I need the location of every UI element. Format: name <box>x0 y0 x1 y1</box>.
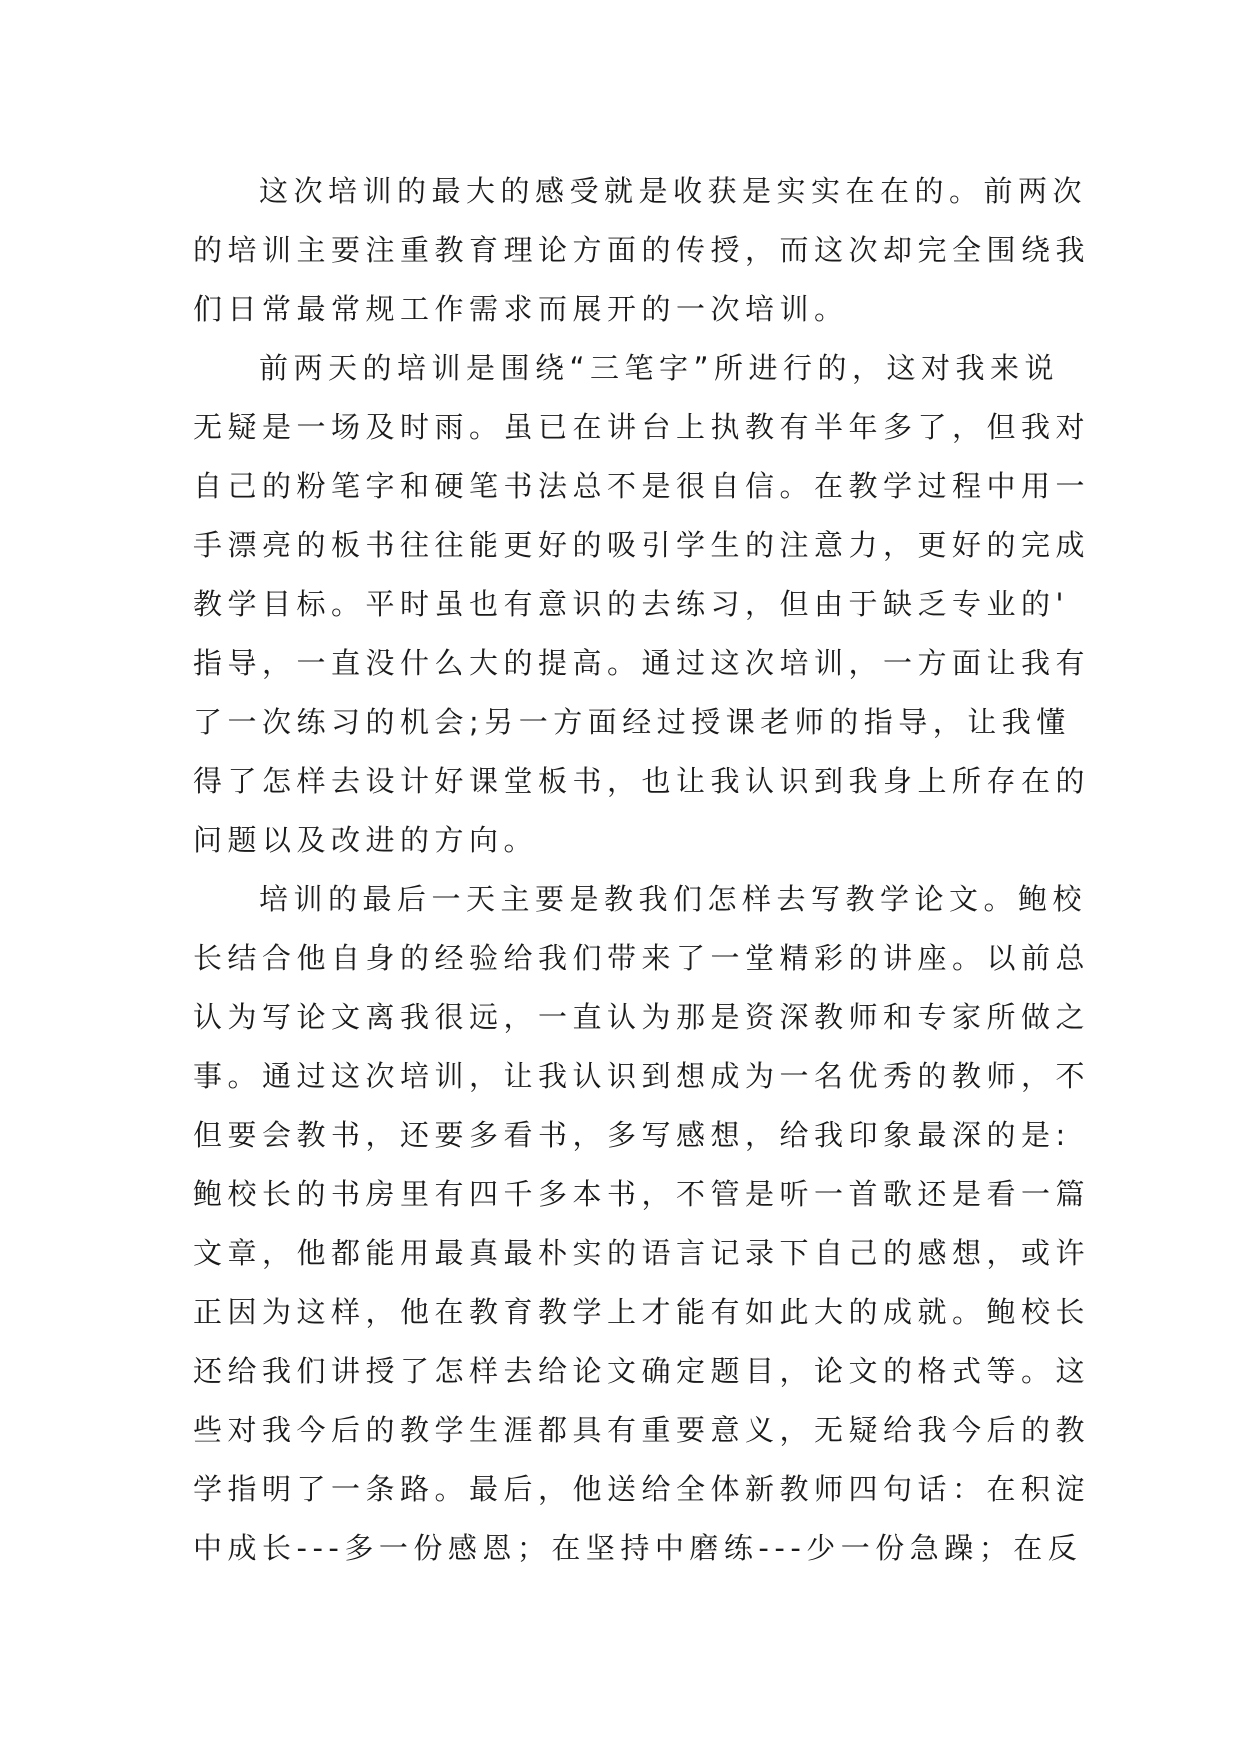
paragraph-line: 前两天的培训是围绕“三笔字”所进行的，这对我来说 <box>259 351 1060 385</box>
document-body <box>193 162 1091 1578</box>
paragraph-line: 正因为这样，他在教育教学上才能有如此大的成就。鲍校长 <box>193 1295 1091 1329</box>
paragraph-line: 问题以及改进的方向。 <box>193 823 539 857</box>
paragraph-line: 学指明了一条路。最后，他送给全体新教师四句话：在积淀 <box>193 1472 1091 1506</box>
paragraph-line: 文章，他都能用最真最朴实的语言记录下自己的感想，或许 <box>193 1236 1091 1270</box>
paragraph-line: 鲍校长的书房里有四千多本书，不管是听一首歌还是看一篇 <box>193 1177 1091 1211</box>
paragraph-line: 事。通过这次培训，让我认识到想成为一名优秀的教师，不 <box>193 1059 1091 1093</box>
paragraph-line: 培训的最后一天主要是教我们怎样去写教学论文。鲍校 <box>259 882 1088 916</box>
paragraph-line: 的培训主要注重教育理论方面的传授，而这次却完全围绕我 <box>193 233 1091 267</box>
paragraph-line: 中成长---多一份感恩；在坚持中磨练---少一份急躁；在反 <box>193 1531 1083 1565</box>
paragraph-line: 得了怎样去设计好课堂板书，也让我认识到我身上所存在的 <box>193 764 1091 798</box>
paragraph-line: 了一次练习的机会;另一方面经过授课老师的指导，让我懂 <box>193 705 1071 739</box>
paragraph-line: 这次培训的最大的感受就是收获是实实在在的。前两次 <box>259 174 1088 208</box>
paragraph-line: 无疑是一场及时雨。虽已在讲台上执教有半年多了，但我对 <box>193 410 1091 444</box>
paragraph-line: 们日常最常规工作需求而展开的一次培训。 <box>193 292 849 326</box>
paragraph-line: 些对我今后的教学生涯都具有重要意义，无疑给我今后的教 <box>193 1413 1091 1447</box>
paragraph-line: 自己的粉笔字和硬笔书法总不是很自信。在教学过程中用一 <box>193 469 1091 503</box>
paragraph-line: 但要会教书，还要多看书，多写感想，给我印象最深的是: <box>193 1118 1071 1152</box>
paragraph-2 <box>193 339 1091 870</box>
paragraph-line: 手漂亮的板书往往能更好的吸引学生的注意力，更好的完成 <box>193 528 1091 562</box>
paragraph-line: 教学目标。平时虽也有意识的去练习，但由于缺乏专业的' <box>193 587 1069 621</box>
paragraph-1 <box>193 162 1091 339</box>
paragraph-line: 指导，一直没什么大的提高。通过这次培训，一方面让我有 <box>193 646 1091 680</box>
paragraph-line: 还给我们讲授了怎样去给论文确定题目，论文的格式等。这 <box>193 1354 1091 1388</box>
paragraph-3 <box>193 870 1091 1578</box>
paragraph-line: 长结合他自身的经验给我们带来了一堂精彩的讲座。以前总 <box>193 941 1091 975</box>
paragraph-line: 认为写论文离我很远，一直认为那是资深教师和专家所做之 <box>193 1000 1091 1034</box>
